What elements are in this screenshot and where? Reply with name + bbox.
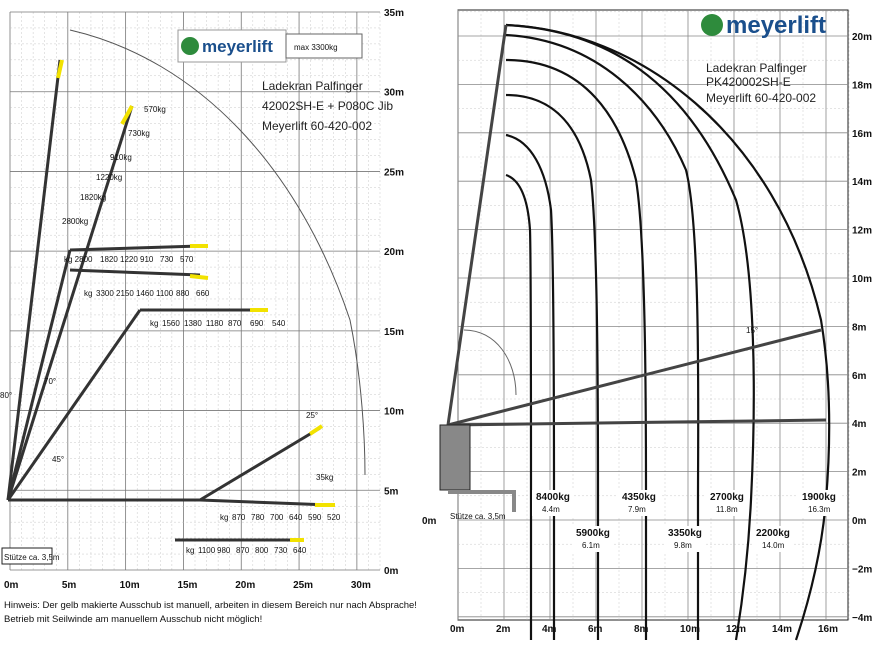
right-load-kg: 2200kg — [756, 528, 790, 539]
left-x-tick: 0m — [4, 580, 19, 591]
left-y-tick: 5m — [384, 486, 399, 498]
load-value: 570 — [180, 255, 194, 264]
load-value: 1820 — [100, 255, 118, 264]
load-value: 980 — [217, 546, 231, 555]
load-value: 870 — [228, 319, 242, 328]
right-title-1: Ladekran Palfinger — [706, 61, 807, 75]
left-y-tick: 20m — [384, 247, 405, 259]
angle-45: 45° — [52, 455, 65, 464]
angle-70: 70° — [44, 377, 57, 386]
right-logo: meyerlift — [726, 12, 827, 39]
right-load-reach: 14.0m — [762, 541, 785, 550]
right-load-kg: 1900kg — [802, 492, 836, 503]
right-y-tick: 0m — [852, 516, 867, 527]
left-title-3: Meyerlift 60-420-002 — [262, 119, 373, 133]
jib-row-2 — [70, 270, 200, 275]
curve-3350 — [506, 95, 598, 640]
load-value: 870 — [232, 513, 246, 522]
left-logo-icon — [181, 37, 199, 55]
jib-row-1 — [70, 246, 200, 250]
right-load-labels — [532, 490, 840, 552]
left-grid — [10, 12, 380, 570]
load-value: 640 — [293, 546, 307, 555]
max-badge: max 3300kg — [294, 43, 338, 52]
right-y-tick: 4m — [852, 419, 867, 431]
load-value: 880 — [176, 289, 190, 298]
right-x-tick: 0m — [450, 624, 465, 635]
right-stuetze: Stütze ca. 3,5m — [450, 512, 506, 521]
load-row-kg: kg — [84, 289, 93, 298]
right-x-tick: 12m — [726, 624, 747, 635]
steep-load-5: 1820kg — [80, 193, 107, 202]
right-y-tick: 16m — [852, 128, 873, 140]
right-left-tick-0: 0m — [422, 516, 437, 527]
right-x-tick: 6m — [588, 624, 603, 635]
right-x-tick: 4m — [542, 624, 557, 635]
load-row-kg: kg — [220, 513, 229, 522]
left-y-tick: 30m — [384, 87, 405, 99]
right-title-3: Meyerlift 60-420-002 — [706, 91, 817, 105]
right-slew-arc — [464, 330, 516, 395]
right-y-tick: 14m — [852, 177, 873, 189]
left-x-tick: 15m — [177, 580, 198, 591]
left-x-tick: 30m — [350, 580, 371, 591]
angle-80: 80° — [0, 391, 13, 400]
right-x-axis — [450, 624, 838, 635]
load-row-kg: kg — [150, 319, 159, 328]
load-value: 2150 — [116, 289, 134, 298]
right-y-axis — [852, 32, 872, 624]
right-load-chart — [422, 0, 889, 652]
steep-load-1: 570kg — [144, 105, 166, 114]
boom-steep — [8, 106, 132, 500]
load-value: 1220 — [120, 255, 138, 264]
right-y-tick: 12m — [852, 225, 873, 237]
right-x-tick: 16m — [818, 624, 839, 635]
note-line-1: Hinweis: Der gelb makierte Ausschub ist manuell, arbeiten in diesem Bereich nur nach Absprache! — [4, 600, 417, 611]
right-y-tick: 10m — [852, 274, 873, 285]
right-load-reach: 6.1m — [582, 541, 600, 550]
right-y-tick: −2m — [852, 564, 873, 576]
right-crane-base — [440, 425, 470, 490]
load-value: 540 — [272, 319, 286, 328]
right-x-tick: 14m — [772, 624, 793, 635]
right-load-kg: 8400kg — [536, 492, 570, 503]
left-load-chart — [0, 0, 430, 652]
load-value: 640 — [289, 513, 303, 522]
load-value: 870 — [236, 546, 250, 555]
right-load-reach: 4.4m — [542, 505, 560, 514]
right-chart-svg — [422, 0, 889, 652]
steep-load-3: 910kg — [110, 153, 132, 162]
left-y-tick: 15m — [384, 326, 405, 338]
load-value: 660 — [196, 289, 210, 298]
load-value: 1100 — [198, 546, 216, 555]
load-value: 1100 — [156, 289, 174, 298]
angle-25: 25° — [306, 411, 319, 420]
load-value: 1380 — [184, 319, 202, 328]
load-value: 3300 — [96, 289, 114, 298]
load-row-kg: kg — [186, 546, 195, 555]
load-value: 690 — [250, 319, 264, 328]
load-25deg: 35kg — [316, 473, 334, 482]
right-load-kg: 3350kg — [668, 528, 702, 539]
note-line-2: Betrieb mit Seilwinde am manuellem Ausschub nicht möglich! — [4, 614, 263, 625]
right-angle-15: 15° — [746, 326, 759, 335]
curve-1900 — [506, 25, 754, 640]
steep-load-4: 1220kg — [96, 173, 123, 182]
right-load-reach: 11.8m — [716, 505, 738, 514]
load-value: 730 — [160, 255, 174, 264]
load-value: 1460 — [136, 289, 154, 298]
right-y-tick: 6m — [852, 370, 867, 382]
load-value: 800 — [255, 546, 269, 555]
left-x-tick: 10m — [119, 580, 140, 591]
left-y-tick: 0m — [384, 566, 399, 577]
left-x-tick: 5m — [61, 580, 77, 591]
left-y-tick: 25m — [384, 167, 405, 179]
right-y-tick: 18m — [852, 80, 873, 92]
load-value: 1180 — [206, 319, 224, 328]
load-value: 910 — [140, 255, 154, 264]
right-load-reach: 9.8m — [674, 541, 692, 550]
left-title-1: Ladekran Palfinger — [262, 79, 363, 93]
right-load-reach: 7.9m — [628, 505, 646, 514]
right-logo-icon — [701, 14, 723, 36]
right-title-2: PK420002SH-E — [706, 75, 791, 89]
right-load-kg: 5900kg — [576, 528, 610, 539]
left-chart-svg — [0, 0, 430, 652]
right-x-tick: 2m — [496, 624, 511, 635]
left-logo: meyerlift — [202, 37, 273, 56]
load-value: 730 — [274, 546, 288, 555]
right-load-kg: 2700kg — [710, 492, 744, 503]
left-x-tick: 20m — [235, 580, 256, 591]
right-y-tick: 2m — [852, 467, 867, 479]
left-y-axis — [384, 8, 404, 577]
right-x-tick: 8m — [634, 624, 649, 635]
left-y-tick: 10m — [384, 406, 405, 418]
load-value: 520 — [327, 513, 341, 522]
right-y-tick: −4m — [852, 612, 873, 624]
load-value: kg 2800 — [64, 255, 93, 264]
load-value: 1560 — [162, 319, 180, 328]
left-stuetze: Stütze ca. 3,5m — [4, 553, 60, 562]
right-y-tick: 20m — [852, 32, 873, 43]
right-boom-vertical — [448, 25, 506, 425]
right-load-reach: 16.3m — [808, 505, 831, 514]
right-load-kg: 4350kg — [622, 492, 656, 503]
left-x-tick: 25m — [293, 580, 314, 591]
left-title-2: 42002SH-E + P080C Jib — [262, 99, 394, 113]
right-y-tick: 8m — [852, 322, 867, 334]
load-value: 700 — [270, 513, 284, 522]
left-y-tick: 35m — [384, 8, 405, 19]
right-x-tick: 10m — [680, 624, 701, 635]
steep-load-2: 730kg — [128, 129, 150, 138]
left-x-axis — [4, 580, 371, 591]
load-value: 590 — [308, 513, 322, 522]
steep-load-6: 2800kg — [62, 217, 89, 226]
right-boom-horizontal — [448, 420, 826, 425]
load-value: 780 — [251, 513, 265, 522]
